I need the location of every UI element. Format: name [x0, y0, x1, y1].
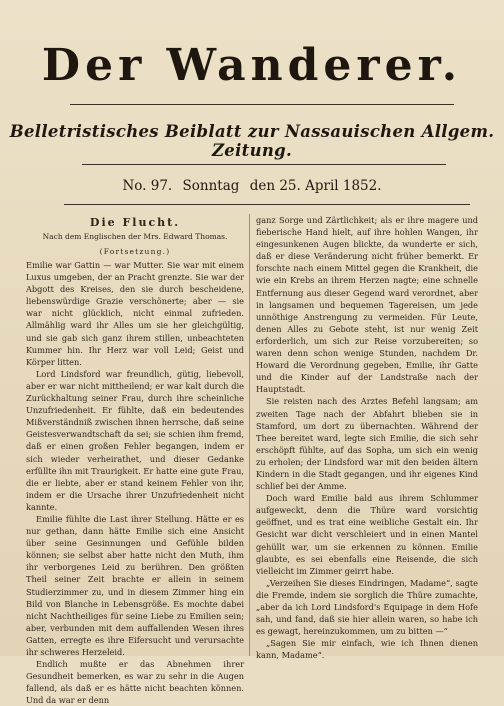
paragraph: Sie reisten nach des Arztes Befehl langsam; am zweiten Tage nach der Abfahrt blieben sie in Stamford, um dort zu übernachten. Während der Thee bereitet ward, legte sich Emilie, die sich sehr erschöpft fühlte, auf das Sopha, um sich ein wenig zu erholen; der Lindsford war mit den beiden ältern Kindern in die Stadt gegangen, und ihr eigenes Kind schlief bei der Amme.: [256, 396, 478, 492]
column-divider: [249, 214, 250, 656]
paragraph: Doch ward Emilie bald aus ihrem Schlummer aufgeweckt, denn die Thüre ward vorsichtig geöffnet, und es trat eine weibliche Gestalt ein. Ihr Gesicht war dicht verschleiert und in einen Mantel gehüllt war, um sie erkennen zu können. Emilie glaubte, es sei ebenfalls eine Reisende, die sich vielleicht im Zimmer geirrt habe.: [256, 493, 478, 576]
paragraph: Emilie fühlte die Last ihrer Stellung. Hätte er es nur gethan, dann hätte Emilie sich eine Ansicht über seine Gesinnungen und Gefühle bilden können; sie selbst aber hatte nicht den Muth, ihm ihr verborgenes Leid zu berühren. Den größten Theil seiner Zeit brachte er allein in seinem Studierzimmer zu, und in diesem Zimmer hing ein Bild von Blanche in Lebensgröße. Es mochte dabei nicht Nachtheiliges für seine Liebe zu Emilien sein; aber, verbunden mit dem auffallenden Wesen ihres Gatten, erregte es ihre Eifersucht und verursachte ihr schweres Herzeleid.: [26, 513, 244, 657]
left-column: [26, 214, 244, 706]
issue-date: den 25. April 1852.: [249, 178, 382, 194]
paragraph: Endlich mußte er das Abnehmen ihrer Gesundheit bemerken, es war zu sehr in die Augen fallend, als daß er es hätte nicht beachten können. Und da war er denn: [26, 659, 244, 706]
paragraph: „Sagen Sie mir einfach, wie ich Ihnen dienen kann, Madame“.: [256, 638, 478, 661]
masthead-rule: [70, 104, 454, 105]
article-subtitle: Nach dem Englischen der Mrs. Edward Thomas.: [42, 232, 228, 241]
continuation-note: (Fortsetzung.): [99, 247, 171, 256]
paragraph: „Verzeihen Sie dieses Eindringen, Madame“, sagte die Fremde, indem sie sorglich die Thüre zumachte, „aber da ich Lord Lindsford's Equipage in dem Hofe sah, und fand, daß sie hier allein waren, so habe ich es gewagt, hereinzukommen, um zu bitten —“: [256, 577, 478, 637]
right-column: [256, 214, 478, 661]
issue-day: Sonntag: [182, 178, 240, 194]
subtitle-rule: [82, 164, 446, 165]
paragraph: ganz Sorge und Zärtlichkeit; als er ihre magere und fieberische Hand hielt, auf ihre hohlen Wangen, ihr eingesunkenen Augen blickte, da wunderte er sich, daß er diese Veränderung nicht früher bemerkt. Er forschte nach einem Mittel gegen die Krankheit, die wie ein Krebs an ihrem Herzen nagte; eine schnelle Entfernung aus dieser Gegend ward verordnet, aber in langsamen und bequemen Tagereisen, um jede unnöthige Anstrengung zu vermeiden. Für Leute, denen Alles zu Gebote steht, ist nur wenig Zeit erforderlich, um sich zur Reise vorzubereiten; so waren denn schon wenige Stunden, nachdem Dr. Howard die Verordnung gegeben, Emilie, ihr Gatte und die Kinder auf der Landstraße nach der Hauptstadt.: [256, 215, 478, 395]
paragraph: Lord Lindsford war freundlich, gütig, liebevoll, aber er war nicht mittheilend; er war kalt durch die Zurückhaltung seiner Frau, durch ihre scheinliche Unzufriedenheit. Er fühlte, daß ein bedeutendes Mißverständniß zwischen ihnen herrsche, daß seine Geistesverwandtschaft da sei; sie schien ihm fremd, daß er einen großen Fehler begangen, indem er sich wieder verheirathet, und dieser Gedanke erfüllte ihn mit Traurigkeit. Er hatte eine gute Frau, die er liebte, aber er stand keinem Fehler von ihr, indem er die Ursache ihrer Unzufriedenheit nicht kannte.: [26, 368, 244, 512]
article-title: Die Flucht.: [89, 216, 181, 229]
issue-rule: [64, 204, 470, 205]
masthead-subtitle: Belletristisches Beiblatt zur Nassauischen Allgem. Zeitung.: [9, 122, 495, 160]
issue-line: [0, 178, 504, 194]
paragraph: Emilie war Gattin — war Mutter. Sie war mit einem Luxus umgeben, der an Pracht grenzte. Sie war der Abgott des Kreises, den sie durch bescheidene, liebenswürdige Grazie verschönerte; aber — sie war nicht glücklich, nicht einmal zufrieden. Allmählig ward ihr Alles um sie her gleichgültig, und sie gab sich ganz ihrem stillen, unbeachteten Kummer hin. Ihr Herz war voll Leid; Geist und Körper litten.: [26, 260, 244, 367]
issue-number: No. 97.: [122, 178, 173, 194]
masthead-title: Der Wanderer.: [41, 40, 463, 91]
